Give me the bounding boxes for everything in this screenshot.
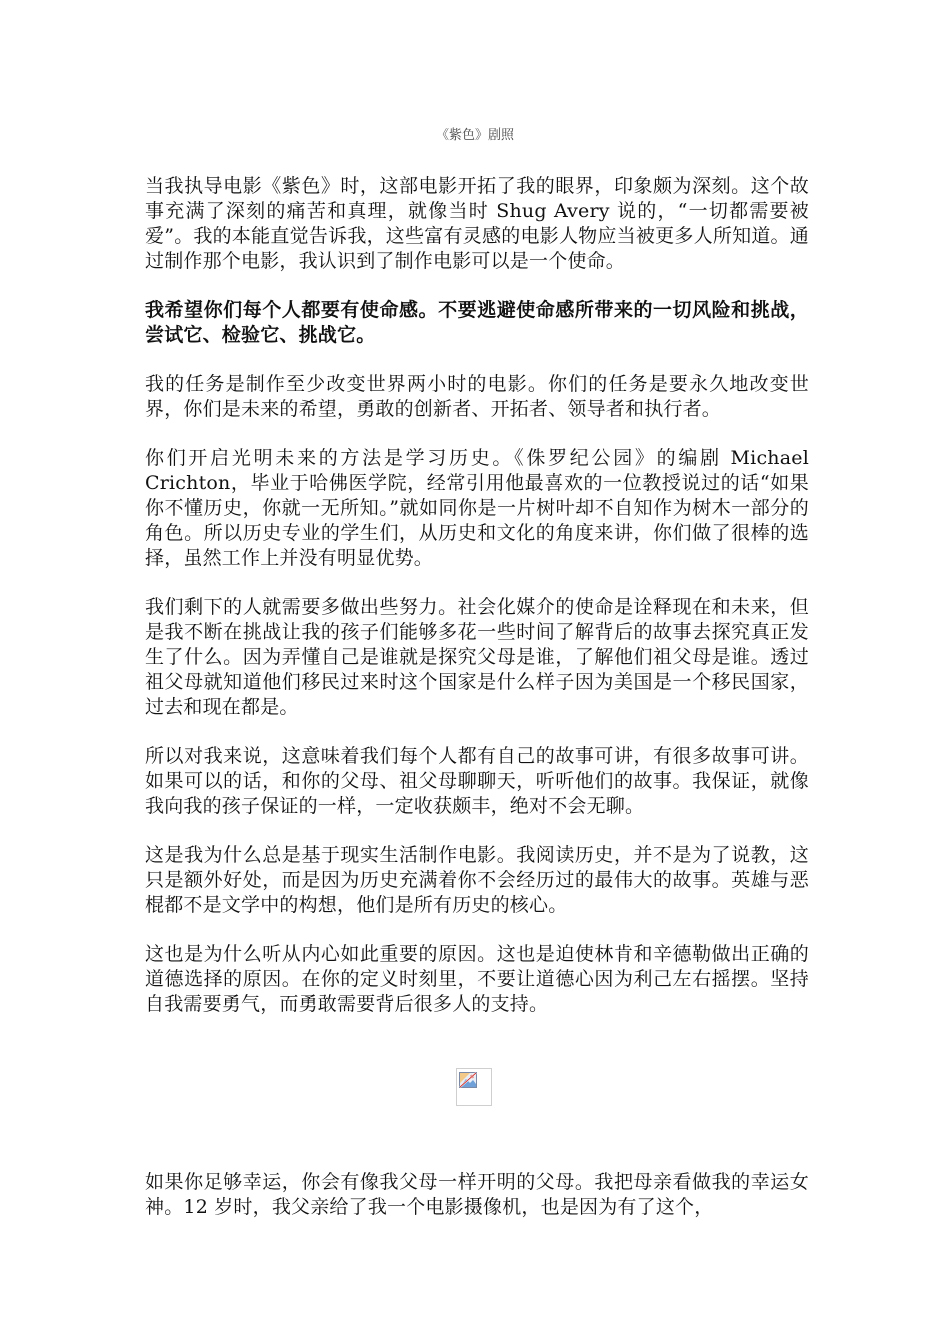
paragraph: 这是我为什么总是基于现实生活制作电影。我阅读历史，并不是为了说教，这只是额外好处，而是因为历史充满着你不会经历过的最伟大的故事。英雄与恶棍都不是文学中的构想，他们是所有历史的核心。 (145, 844, 809, 916)
article-body (145, 174, 809, 1041)
paragraph-emphasis: 我希望你们每个人都要有使命感。不要逃避使命感所带来的一切风险和挑战，尝试它、检验它、挑战它。 (145, 299, 809, 346)
paragraph: 所以对我来说，这意味着我们每个人都有自己的故事可讲，有很多故事可讲。如果可以的话，和你的父母、祖父母聊聊天，听听他们的故事。我保证，就像我向我的孩子保证的一样，一定收获颇丰，绝对不会无聊。 (145, 745, 809, 817)
paragraph: 这也是为什么听从内心如此重要的原因。这也是迫使林肯和辛德勒做出正确的道德选择的原因。在你的定义时刻里，不要让道德心因为利己左右摇摆。坚持自我需要勇气，而勇敢需要背后很多人的支持。 (145, 943, 809, 1015)
paragraph: 我们剩下的人就需要多做出些努力。社会化媒介的使命是诠释现在和未来，但是我不断在挑战让我的孩子们能够多花一些时间了解背后的故事去探究真正发生了什么。因为弄懂自己是谁就是探究父母是谁，了解他们祖父母是谁。透过祖父母就知道他们移民过来时这个国家是什么样子因为美国是一个移民国家，过去和现在都是。 (145, 596, 809, 718)
paragraph: 当我执导电影《紫色》时，这部电影开拓了我的眼界，印象颇为深刻。这个故事充满了深刻的痛苦和真理，就像当时 Shug Avery 说的，“一切都需要被爱”。我的本能直觉告诉我，这些富有灵感的电影人物应当被更多人所知道。通过制作那个电影，我认识到了制作电影可以是一个使命。 (145, 175, 809, 272)
article-tail (145, 1170, 809, 1244)
image-caption: 《紫色》剧照 (435, 128, 514, 143)
paragraph: 我的任务是制作至少改变世界两小时的电影。你们的任务是要永久地改变世界，你们是未来的希望，勇敢的创新者、开拓者、领导者和执行者。 (145, 373, 809, 420)
paragraph: 如果你足够幸运，你会有像我父母一样开明的父母。我把母亲看做我的幸运女神。12 岁时，我父亲给了我一个电影摄像机，也是因为有了这个， (145, 1171, 809, 1218)
paragraph: 你们开启光明未来的方法是学习历史。《侏罗纪公园》的编剧 Michael Crichton，毕业于哈佛医学院，经常引用他最喜欢的一位教授说过的话“如果你不懂历史，你就一无所知。”就如同你是一片树叶却不自知作为树木一部分的角色。所以历史专业的学生们，从历史和文化的角度来讲，你们做了很棒的选择，虽然工作上并没有明显优势。 (145, 447, 809, 569)
image-placeholder (456, 1068, 492, 1106)
broken-image-icon (459, 1072, 477, 1088)
